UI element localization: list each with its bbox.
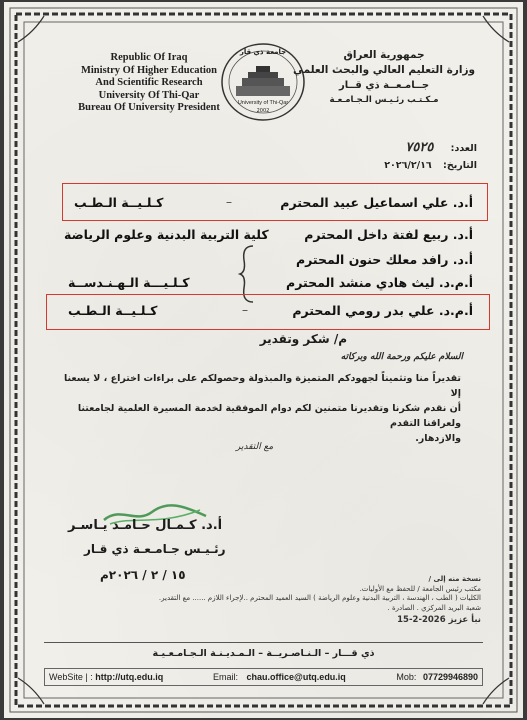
mobile-number: 07729946890 [422, 672, 478, 682]
email-label: Email: [213, 672, 239, 682]
letterhead-line: وزارة التعليم العالي والبحث العلمي [292, 64, 476, 76]
greeting: السلام عليكم ورحمة الله وبركاته [340, 352, 463, 362]
letterhead-line: Bureau Of University President [78, 102, 220, 113]
body-line: تقديراً منا وتثميناً لجهودكم المتميزة والمبذولة وحصولكم على براءات اختراع ، لا يسعنا إلا [63, 373, 461, 399]
recipient-name: أ.د. ربيع لفتة داخل المحترم [304, 227, 473, 242]
recipient-college: كـلـيــة الـطـب [74, 195, 164, 210]
recipient-college: كـلـيــة الـطـب [68, 303, 158, 318]
number-label: العدد: [450, 143, 477, 154]
subject-line: م/ شكر وتقدير [259, 332, 347, 346]
mobile-group [396, 672, 478, 682]
recipient-name: أ.د. علي اسماعيل عبيد المحترم [280, 195, 473, 210]
footer-rule [44, 642, 483, 643]
footer-address: ذي قـــار – الـنـاصـريــة – الـمـديـنـة الـجـامـعـيـة [152, 648, 375, 659]
dash-mark: – [226, 195, 232, 209]
footer-contact-bar [44, 668, 483, 686]
copies-heading: نسخة منه إلى / [428, 575, 481, 583]
reference-date [384, 160, 477, 171]
letterhead-line: جــامـعــة ذي قــار [338, 80, 430, 91]
letterhead-line: جمهورية العراق [343, 49, 425, 61]
body-line: أن نقدم شكرنا وتقديرنا متمنين لكم دوام الموفقية لخدمة المسيرة العلمية لجامعتنا ولعراقنا التقدم [77, 403, 461, 429]
signatory-name: أ.د. كـمـال حـامـد يـاسـر [68, 518, 223, 533]
logo-arc-text: جامعة ذي قار [239, 48, 287, 56]
letterhead-line: And Scientific Research [95, 77, 203, 88]
logo-caption: University of Thi-Qar [237, 100, 289, 106]
letter-body [51, 371, 461, 446]
recipient-college: كلية التربية البدنية وعلوم الرياضة [64, 227, 269, 242]
copy-line: شعبة البريد المركزي . الصادرة . [387, 603, 481, 612]
letterhead-line: Republic Of Iraq [110, 52, 188, 63]
website-group: WebSite | : http://utq.edu.iq [49, 672, 164, 682]
recipient-college: كـلـيـــة الـهـنـدســة [68, 275, 190, 290]
website-label: WebSite [49, 672, 83, 682]
dash-mark: – [242, 303, 248, 317]
number-value: ٧٥٢٥ [405, 140, 434, 155]
letterhead-line: Ministry Of Higher Education [80, 64, 218, 76]
copies-list [159, 575, 481, 626]
date-value: ٢٠٢٦/٢/١٦ [384, 160, 432, 171]
copy-line: مكتب رئيس الجامعة / للحفظ مع الأوليات. [359, 584, 481, 593]
body-line: والازدهار. [415, 433, 461, 444]
reference-number [405, 140, 477, 155]
initials-date: نبأ عزيز 2026-2-15 [397, 615, 481, 625]
letterhead-line: University Of Thi-Qar [98, 89, 200, 101]
recipient-name: أ.م.د. ليث هادي منشد المحترم [286, 275, 473, 290]
email-link[interactable]: chau.office@utq.edu.iq [246, 672, 346, 682]
recipient-name: أ.د. رافد معلك حنون المحترم [295, 252, 473, 267]
date-label: التاريخ: [443, 160, 477, 171]
closing-phrase: مع التقدير [236, 442, 274, 452]
signature-date: ١٥ / ٢ / ٢٠٢٦م [100, 568, 186, 582]
website-link[interactable]: http://utq.edu.iq [95, 672, 164, 682]
logo-year: 2002 [256, 108, 270, 114]
letterhead-line: مـكـتـب رئـيـس الـجـامـعـة [329, 95, 439, 105]
document-page [4, 2, 523, 718]
email-group [213, 672, 346, 682]
english-letterhead [64, 52, 234, 115]
signatory-title: رئـيـس جـامـعـة ذي قـار [84, 542, 226, 556]
arabic-letterhead [289, 48, 479, 108]
copy-line: الكليات ( الطب ، الهندسة ، التربية البدنية وعلوم الرياضة ) السيد العميد المحترم ..لإجراء اللازم ...... مع التقدير. [158, 594, 481, 602]
recipient-name: أ.م.د. علي بدر رومي المحترم [292, 303, 473, 318]
mobile-label: Mob: [396, 672, 417, 682]
